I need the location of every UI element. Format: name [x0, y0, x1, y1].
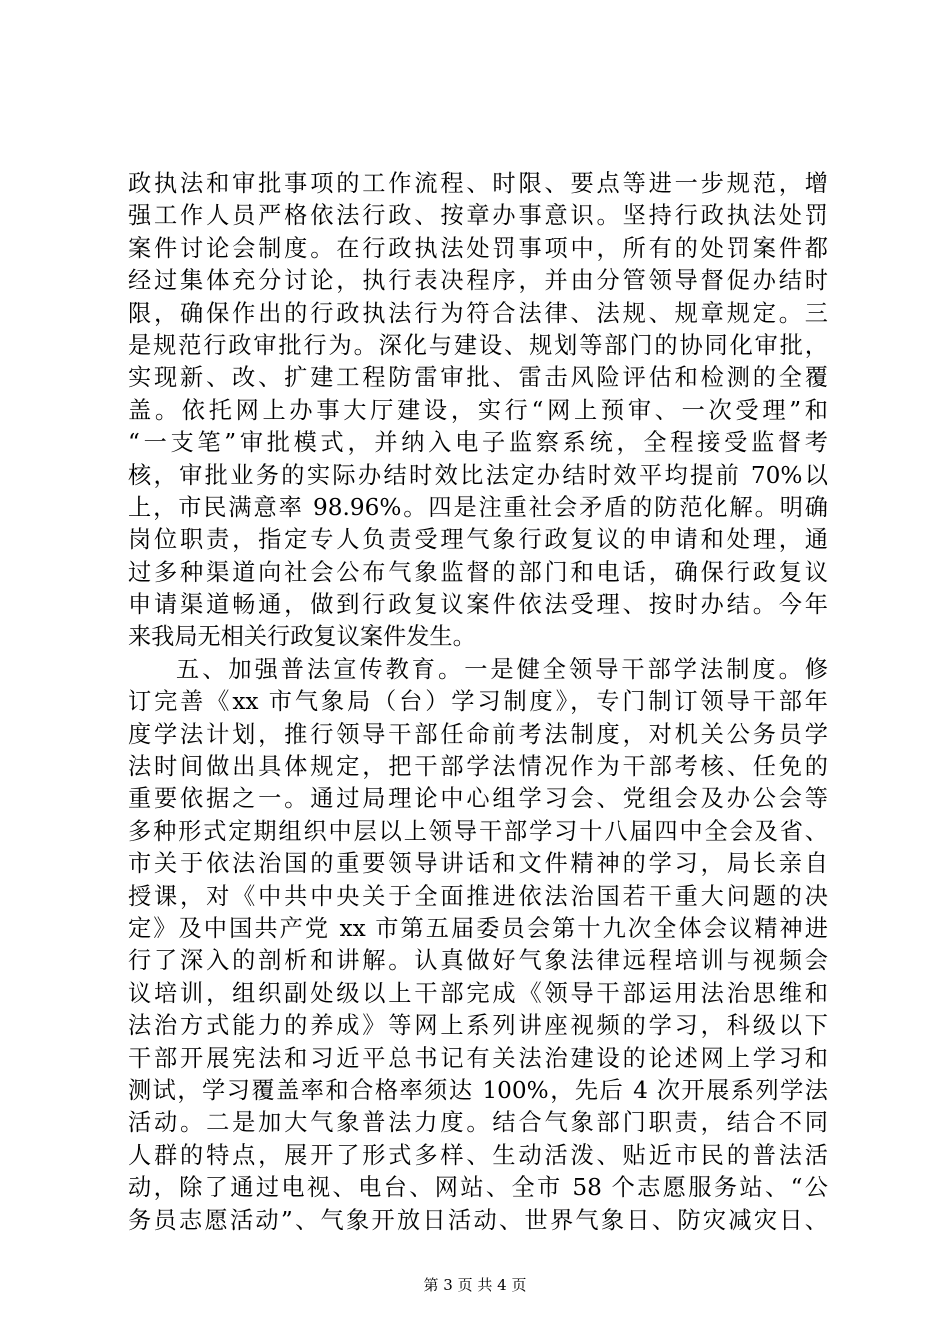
page-footer [0, 1275, 950, 1295]
text-line: 过多种渠道向社会公布气象监督的部门和电话，确保行政复议 [128, 558, 828, 586]
document-body [128, 168, 828, 1237]
text-line: 重要依据之一。通过局理论中心组学习会、党组会及办公会等 [128, 785, 828, 813]
text-line: “一支笔”审批模式，并纳入电子监察系统，全程接受监督考 [128, 429, 828, 457]
text-line: 政执法和审批事项的工作流程、时限、要点等进一步规范，增 [128, 170, 828, 197]
text-line: 经过集体充分讨论，执行表决程序，并由分管领导督促办结时 [128, 267, 828, 295]
text-line: 授课，对《中共中央关于全面推进依法治国若干重大问题的决 [128, 882, 828, 910]
text-line: 上，市民满意率 98.96%。四是注重社会矛盾的防范化解。明确 [128, 493, 828, 521]
text-line: 限，确保作出的行政执法行为符合法律、法规、规章规定。三 [128, 299, 828, 327]
text-line: 核，审批业务的实际办结时效比法定办结时效平均提前 70%以 [128, 461, 828, 489]
paragraph-end-line: 来我局无相关行政复议案件发生。 [128, 623, 476, 651]
text-line: 干部开展宪法和习近平总书记有关法治建设的论述网上学习和 [128, 1044, 828, 1072]
text-line: 订完善《xx 市气象局（台）学习制度》，专门制订领导干部年 [128, 688, 828, 716]
text-line: 案件讨论会制度。在行政执法处罚事项中，所有的处罚案件都 [128, 234, 828, 262]
text-line: 议培训，组织副处级以上干部完成《领导干部运用法治思维和 [128, 979, 828, 1007]
text-line: 申请渠道畅通，做到行政复议案件依法受理、按时办结。今年 [128, 591, 828, 619]
text-line: 人群的特点，展开了形式多样、生动活泼、贴近市民的普法活 [128, 1141, 828, 1169]
text-line: 强工作人员严格依法行政、按章办事意识。坚持行政执法处罚 [128, 202, 828, 230]
page-number-label: 第 3 页 共 4 页 [423, 1276, 527, 1294]
paragraph-start-line: 五、加强普法宣传教育。一是健全领导干部学法制度。修 [176, 655, 828, 683]
text-line: 度学法计划，推行领导干部任命前考法制度，对机关公务员学 [128, 720, 828, 748]
text-line: 定》及中国共产党 xx 市第五届委员会第十九次全体会议精神进 [128, 914, 828, 942]
text-line: 法时间做出具体规定，把干部学法情况作为干部考核、任免的 [128, 753, 828, 781]
text-line: 是规范行政审批行为。深化与建设、规划等部门的协同化审批， [128, 331, 828, 359]
text-line: 多种形式定期组织中层以上领导干部学习十八届四中全会及省、 [128, 817, 828, 845]
text-line: 实现新、改、扩建工程防雷审批、雷击风险评估和检测的全覆 [128, 364, 828, 392]
text-line: 活动。二是加大气象普法力度。结合气象部门职责，结合不同 [128, 1109, 828, 1137]
text-line: 动，除了通过电视、电台、网站、全市 58 个志愿服务站、“公 [128, 1174, 828, 1202]
text-line: 法治方式能力的养成》等网上系列讲座视频的学习，科级以下 [128, 1012, 828, 1040]
text-line: 岗位职责，指定专人负责受理气象行政复议的申请和处理，通 [128, 526, 828, 554]
text-line: 务员志愿活动”、气象开放日活动、世界气象日、防灾减灾日、 [128, 1206, 828, 1234]
text-line: 行了深入的剖析和讲解。认真做好气象法律远程培训与视频会 [128, 947, 828, 975]
text-line: 盖。依托网上办事大厅建设，实行“网上预审、一次受理”和 [128, 396, 828, 424]
text-line: 测试，学习覆盖率和合格率须达 100%，先后 4 次开展系列学法 [128, 1076, 828, 1104]
text-line: 市关于依法治国的重要领导讲话和文件精神的学习，局长亲自 [128, 850, 828, 878]
